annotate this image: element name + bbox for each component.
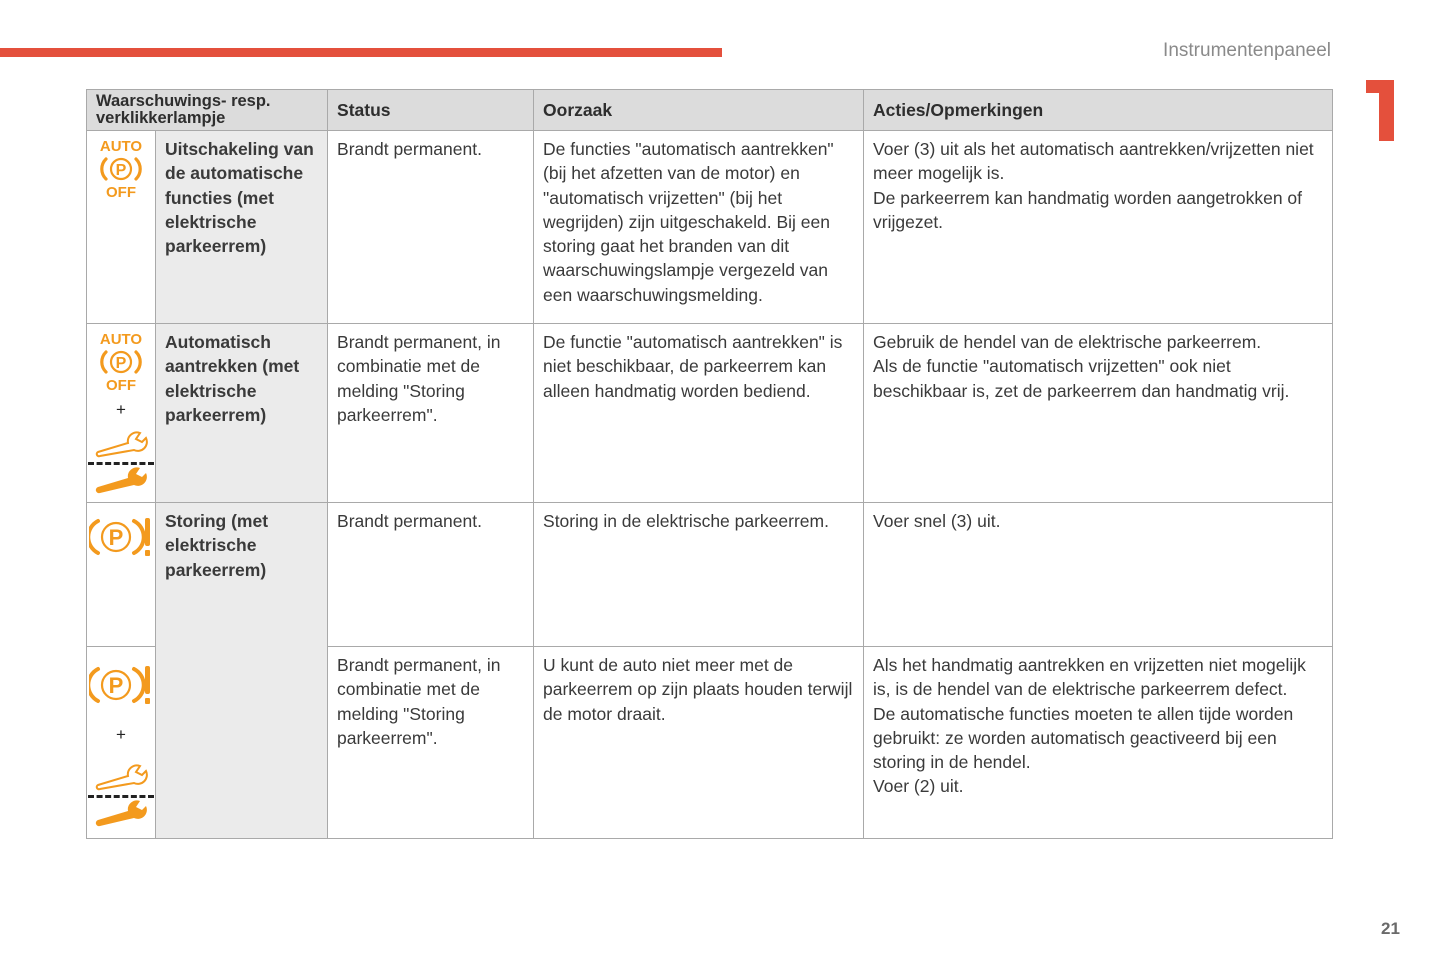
table-row [87, 503, 1333, 647]
cause-cell: U kunt de auto niet meer met de parkeerrem op zijn plaats houden terwijl de motor draait. [534, 647, 864, 839]
action-text: De parkeerrem kan handmatig worden aangetrokken of vrijgezet. [873, 187, 1303, 232]
dashed-divider [88, 795, 154, 798]
plus-symbol: + [116, 400, 126, 419]
svg-text:P: P [108, 525, 124, 550]
svg-text:AUTO: AUTO [99, 331, 143, 348]
column-header-cause: Oorzaak [534, 90, 864, 131]
action-text: Voer (2) uit. [873, 776, 964, 797]
parking-brake-fault-icon [89, 515, 153, 559]
status-cell: Brandt permanent. [328, 131, 534, 324]
lamp-name: Uitschakeling van de automatische functies (met elektrische parkeerrem) [156, 131, 328, 324]
action-text: Voer snel (3) uit. [873, 511, 1001, 531]
actions-cell [864, 131, 1333, 324]
chapter-number [1366, 80, 1396, 141]
icon-cell [87, 131, 156, 324]
lamp-name: Storing (met elektrische parkeerrem) [156, 503, 328, 839]
svg-text:AUTO: AUTO [99, 138, 143, 155]
svg-text:OFF: OFF [106, 377, 136, 392]
status-cell: Brandt permanent. [328, 503, 534, 647]
icon-cell [87, 324, 156, 503]
icon-cell [87, 647, 156, 839]
warning-lights-table [86, 89, 1333, 839]
cause-cell: Storing in de elektrische parkeerrem. [534, 503, 864, 647]
action-text: Als de functie "automatisch vrijzetten" ook niet beschikbaar is, zet de parkeerrem dan handmatig vrij. [873, 356, 1290, 401]
column-header-lamp: Waarschuwings- resp. verklikkerlampje [87, 90, 328, 131]
icon-cell [87, 503, 156, 647]
table-row [87, 324, 1333, 503]
wrench-outline-icon [94, 430, 148, 458]
action-text: Gebruik de hendel van de elektrische parkeerrem. [873, 332, 1262, 352]
actions-cell [864, 503, 1333, 647]
wrench-outline-icon [94, 763, 148, 791]
actions-cell [864, 647, 1333, 839]
wrench-filled-icon [94, 467, 148, 495]
column-header-status: Status [328, 90, 534, 131]
table-row [87, 131, 1333, 324]
auto-p-off-icon [96, 330, 146, 392]
action-text: Als het handmatig aantrekken en vrijzetten niet mogelijk is, is de hendel van de elektrische parkeerrem defect. [873, 655, 1306, 700]
cause-cell: De functies "automatisch aantrekken" (bij het afzetten van de motor) en "automatisch vrijzetten" (bij het wegrijden) zijn uitgeschakeld. Bij een storing gaat het branden van dit waarschuwingslampje vergezeld van een waarschuwingsmelding. [534, 131, 864, 324]
svg-text:P: P [115, 355, 127, 372]
table-header-row [87, 90, 1333, 131]
cause-cell: De functie "automatisch aantrekken" is niet beschikbaar, de parkeerrem kan alleen handmatig worden bediend. [534, 324, 864, 503]
svg-text:OFF: OFF [106, 184, 136, 199]
page-number: 21 [1381, 919, 1400, 938]
section-title: Instrumentenpaneel [1163, 40, 1331, 61]
parking-brake-fault-icon [89, 663, 153, 707]
status-cell: Brandt permanent, in combinatie met de melding "Storing parkeerrem". [328, 647, 534, 839]
action-text: Voer (3) uit als het automatisch aantrekken/vrijzetten niet meer mogelijk is. [873, 139, 1314, 184]
status-cell: Brandt permanent, in combinatie met de melding "Storing parkeerrem". [328, 324, 534, 503]
auto-p-off-icon [96, 137, 146, 199]
svg-text:P: P [115, 162, 127, 179]
actions-cell [864, 324, 1333, 503]
dashed-divider [88, 462, 154, 465]
action-text: De automatische functies moeten te allen tijde worden gebruikt: ze worden automatisch geactiveerd bij een storing in de hendel. [873, 703, 1294, 773]
svg-text:P: P [108, 673, 124, 698]
column-header-actions: Acties/Opmerkingen [864, 90, 1333, 131]
plus-symbol: + [116, 725, 126, 744]
wrench-filled-icon [94, 800, 148, 828]
lamp-name: Automatisch aantrekken (met elektrische parkeerrem) [156, 324, 328, 503]
header-accent-bar [0, 48, 722, 57]
